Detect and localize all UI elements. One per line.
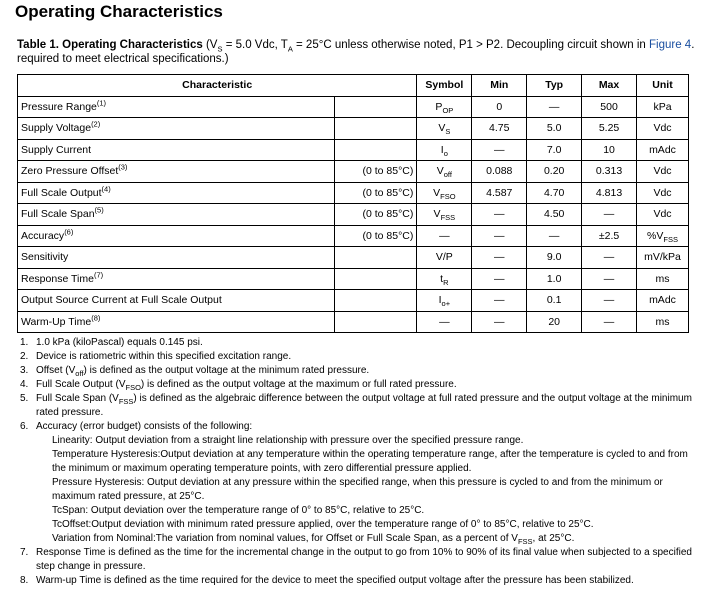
row-min: 0.088 bbox=[472, 161, 527, 183]
footnote-number: 4. bbox=[20, 379, 29, 390]
row-characteristic bbox=[18, 182, 335, 204]
caption-text: (V bbox=[202, 39, 218, 51]
row-typ: — bbox=[527, 225, 582, 247]
caption-text: = 5.0 Vdc, T bbox=[222, 39, 288, 51]
symbol-text: V bbox=[436, 165, 444, 178]
symbol-text: P bbox=[435, 100, 443, 113]
row-unit bbox=[636, 96, 688, 118]
footnote-sub: FSO bbox=[125, 383, 141, 392]
characteristic-name: Supply Current bbox=[21, 143, 92, 156]
row-characteristic bbox=[18, 139, 335, 161]
symbol-sub: OP bbox=[442, 105, 454, 115]
characteristic-name: Full Scale Output bbox=[21, 186, 102, 199]
row-condition bbox=[334, 96, 417, 118]
row-condition bbox=[334, 118, 417, 140]
row-typ: 4.70 bbox=[527, 182, 582, 204]
caption-text: = 25°C unless otherwise noted, P1 > P2. Decoupling circuit shown in bbox=[292, 39, 650, 51]
unit-text: mV/kPa bbox=[644, 251, 681, 264]
caption-text: . required to meet electrical specifications.) bbox=[17, 39, 695, 65]
row-symbol bbox=[417, 311, 472, 333]
row-characteristic bbox=[18, 204, 335, 226]
table-row bbox=[18, 311, 689, 333]
symbol-text: t bbox=[440, 272, 444, 285]
row-min: — bbox=[472, 311, 527, 333]
accuracy-pressure-hysteresis: Pressure Hysteresis: Output deviation at any pressure within the specified range, when this pressure is cycled to and from the minimum or maximum rated pressure, at 25°C. bbox=[52, 477, 663, 502]
row-characteristic bbox=[18, 161, 335, 183]
table-body bbox=[18, 96, 689, 333]
caption-sub: S bbox=[217, 44, 223, 54]
row-typ: 5.0 bbox=[527, 118, 582, 140]
unit-sub: FSS bbox=[663, 234, 678, 244]
footnote-number: 7. bbox=[20, 547, 29, 558]
symbol-sub: o+ bbox=[441, 299, 451, 309]
footnote-text: Accuracy (error budget) consists of the following: bbox=[36, 421, 253, 432]
row-unit bbox=[636, 247, 688, 269]
footnote-ref: (5) bbox=[94, 205, 104, 215]
row-condition bbox=[334, 290, 417, 312]
symbol-text: V/P bbox=[435, 251, 453, 264]
characteristic-name: Response Time bbox=[21, 272, 94, 285]
footnote-ref: (8) bbox=[91, 313, 101, 323]
row-typ: 9.0 bbox=[527, 247, 582, 269]
row-symbol bbox=[417, 96, 472, 118]
footnote-1 bbox=[20, 336, 695, 350]
header-symbol: Symbol bbox=[417, 75, 472, 97]
unit-text: Vdc bbox=[653, 122, 672, 135]
footnote-2 bbox=[20, 350, 695, 364]
symbol-sub: off bbox=[443, 170, 452, 180]
row-characteristic bbox=[18, 311, 335, 333]
footnote-ref: (6) bbox=[64, 227, 74, 237]
characteristic-name: Pressure Range bbox=[21, 100, 97, 113]
characteristic-name: Zero Pressure Offset bbox=[21, 165, 119, 178]
footnote-text: Full Scale Output (V bbox=[36, 379, 126, 390]
row-symbol bbox=[417, 247, 472, 269]
footnote-text: ) is defined as the output voltage at the minimum rated pressure. bbox=[83, 365, 370, 376]
footnote-number: 6. bbox=[20, 421, 29, 432]
footnote-8 bbox=[20, 574, 695, 588]
footnote-text: 1.0 kPa (kiloPascal) equals 0.145 psi. bbox=[36, 337, 203, 348]
row-unit bbox=[636, 139, 688, 161]
footnotes bbox=[20, 336, 695, 588]
symbol-text: I bbox=[440, 143, 444, 156]
row-characteristic bbox=[18, 96, 335, 118]
row-unit bbox=[636, 182, 688, 204]
header-min: Min bbox=[472, 75, 527, 97]
table-row bbox=[18, 161, 689, 183]
row-typ: 20 bbox=[527, 311, 582, 333]
row-typ: 7.0 bbox=[527, 139, 582, 161]
characteristic-name: Sensitivity bbox=[21, 251, 69, 264]
accuracy-tcspan: TcSpan: Output deviation over the temperature range of 0° to 85°C, relative to 25°C. bbox=[52, 505, 425, 516]
table-row bbox=[18, 204, 689, 226]
footnote-sub: FSS bbox=[517, 537, 533, 546]
row-max: — bbox=[582, 247, 637, 269]
footnote-text: ) is defined as the output voltage at the maximum or full rated pressure. bbox=[140, 379, 457, 390]
row-min: — bbox=[472, 247, 527, 269]
row-symbol bbox=[417, 118, 472, 140]
footnote-text: Response Time is defined as the time for the incremental change in the output to go from 10% to 90% of its final value when subjected to a specified step change in pressure. bbox=[36, 547, 692, 572]
characteristic-name: Warm-Up Time bbox=[21, 315, 92, 328]
footnote-4 bbox=[20, 378, 695, 392]
footnote-text: Full Scale Span (V bbox=[36, 393, 119, 404]
symbol-sub: R bbox=[443, 277, 449, 287]
table-row bbox=[18, 96, 689, 118]
row-max: ±2.5 bbox=[582, 225, 637, 247]
row-symbol bbox=[417, 225, 472, 247]
row-typ: 1.0 bbox=[527, 268, 582, 290]
row-unit bbox=[636, 311, 688, 333]
row-unit bbox=[636, 204, 688, 226]
row-condition bbox=[334, 247, 417, 269]
table-row bbox=[18, 118, 689, 140]
footnote-3 bbox=[20, 364, 695, 378]
symbol-sub: o bbox=[443, 148, 448, 158]
header-max: Max bbox=[582, 75, 637, 97]
footnote-6 bbox=[20, 420, 695, 546]
figure-4-link[interactable]: Figure 4 bbox=[649, 39, 692, 51]
row-unit bbox=[636, 268, 688, 290]
footnote-number: 1. bbox=[20, 337, 29, 348]
footnote-text: Variation from Nominal:The variation from nominal values, for Offset or Full Scale Span, as a percent of V bbox=[52, 533, 518, 544]
characteristic-name: Supply Voltage bbox=[21, 122, 92, 135]
row-max: 0.313 bbox=[582, 161, 637, 183]
row-condition bbox=[334, 311, 417, 333]
symbol-text: I bbox=[438, 294, 442, 307]
table-row bbox=[18, 182, 689, 204]
unit-text: mAdc bbox=[649, 143, 676, 156]
footnote-text: ) is defined as the algebraic difference between the output voltage at full rated pressure and the output voltage at the minimum rated pressure. bbox=[36, 393, 692, 418]
unit-text: %V bbox=[647, 229, 664, 242]
row-typ: 0.1 bbox=[527, 290, 582, 312]
row-typ: — bbox=[527, 96, 582, 118]
row-max: — bbox=[582, 204, 637, 226]
unit-text: Vdc bbox=[653, 208, 672, 221]
table-row bbox=[18, 139, 689, 161]
row-characteristic bbox=[18, 268, 335, 290]
unit-text: mAdc bbox=[649, 294, 676, 307]
symbol-text: V bbox=[438, 122, 446, 135]
footnote-ref: (7) bbox=[93, 270, 104, 280]
table-row bbox=[18, 268, 689, 290]
row-condition: (0 to 85°C) bbox=[334, 204, 417, 226]
header-unit: Unit bbox=[636, 75, 688, 97]
unit-text: kPa bbox=[653, 100, 672, 113]
unit-text: ms bbox=[655, 315, 670, 328]
unit-text: Vdc bbox=[653, 186, 672, 199]
symbol-sub: S bbox=[445, 127, 451, 137]
footnote-text: , at 25°C. bbox=[532, 533, 575, 544]
row-unit bbox=[636, 118, 688, 140]
row-unit bbox=[636, 161, 688, 183]
accuracy-variation-from-nominal bbox=[36, 532, 695, 546]
caption-title: Table 1. Operating Characteristics bbox=[17, 39, 203, 51]
row-unit bbox=[636, 290, 688, 312]
symbol-text: V bbox=[433, 186, 441, 199]
row-max: 5.25 bbox=[582, 118, 637, 140]
row-characteristic bbox=[18, 247, 335, 269]
row-symbol bbox=[417, 204, 472, 226]
footnote-text: Offset (V bbox=[36, 365, 76, 376]
footnote-text: Device is ratiometric within this specified excitation range. bbox=[36, 351, 292, 362]
header-typ: Typ bbox=[527, 75, 582, 97]
row-symbol bbox=[417, 268, 472, 290]
row-min: — bbox=[472, 139, 527, 161]
footnote-sub: FSS bbox=[118, 397, 134, 406]
operating-characteristics-table bbox=[17, 74, 689, 333]
footnote-ref: (2) bbox=[91, 119, 101, 129]
table-header-row bbox=[18, 75, 689, 97]
accuracy-linearity: Linearity: Output deviation from a straight line relationship with pressure over the specified pressure range. bbox=[52, 435, 524, 446]
characteristic-name: Accuracy bbox=[21, 229, 65, 242]
row-max: 4.813 bbox=[582, 182, 637, 204]
row-condition: (0 to 85°C) bbox=[334, 182, 417, 204]
row-condition bbox=[334, 268, 417, 290]
symbol-sub: FSS bbox=[440, 213, 456, 223]
symbol-text: V bbox=[433, 208, 441, 221]
footnote-ref: (1) bbox=[96, 98, 107, 108]
table-row bbox=[18, 290, 689, 312]
table-row bbox=[18, 247, 689, 269]
row-min: — bbox=[472, 268, 527, 290]
accuracy-temperature-hysteresis: Temperature Hysteresis:Output deviation at any temperature within the operating temperature range, after the temperature is cycled to and from the minimum or maximum operating temperature points, with zero differential pressure applied. bbox=[52, 449, 688, 474]
characteristic-name: Output Source Current at Full Scale Output bbox=[21, 294, 222, 307]
footnote-number: 8. bbox=[20, 575, 29, 586]
symbol-text: — bbox=[439, 315, 450, 328]
page-title: Operating Characteristics bbox=[15, 2, 223, 21]
accuracy-tcoffset: TcOffset:Output deviation with minimum rated pressure applied, over the temperature range of 0° to 85°C, relative to 25°C. bbox=[52, 519, 594, 530]
row-characteristic bbox=[18, 290, 335, 312]
row-min: 0 bbox=[472, 96, 527, 118]
row-max: — bbox=[582, 311, 637, 333]
row-min: 4.587 bbox=[472, 182, 527, 204]
row-condition bbox=[334, 139, 417, 161]
unit-text: ms bbox=[655, 272, 670, 285]
row-symbol bbox=[417, 290, 472, 312]
row-max: — bbox=[582, 290, 637, 312]
row-symbol bbox=[417, 182, 472, 204]
footnote-sub: off bbox=[75, 369, 84, 378]
header-characteristic: Characteristic bbox=[18, 75, 417, 97]
row-max: 500 bbox=[582, 96, 637, 118]
row-symbol bbox=[417, 139, 472, 161]
row-condition: (0 to 85°C) bbox=[334, 161, 417, 183]
symbol-text: — bbox=[439, 229, 450, 242]
row-min: 4.75 bbox=[472, 118, 527, 140]
row-min: — bbox=[472, 204, 527, 226]
table-caption bbox=[17, 38, 707, 66]
footnote-5 bbox=[20, 392, 695, 420]
footnote-7 bbox=[20, 546, 695, 574]
characteristic-name: Full Scale Span bbox=[21, 208, 95, 221]
row-min: — bbox=[472, 225, 527, 247]
footnote-ref: (4) bbox=[101, 184, 111, 194]
footnote-text: Warm-up Time is defined as the time required for the device to meet the specified output voltage after the pressure has been stabilized. bbox=[36, 575, 634, 586]
row-condition: (0 to 85°C) bbox=[334, 225, 417, 247]
row-max: — bbox=[582, 268, 637, 290]
caption-sub: A bbox=[287, 44, 293, 54]
table-row bbox=[18, 225, 689, 247]
row-unit bbox=[636, 225, 688, 247]
footnote-number: 2. bbox=[20, 351, 29, 362]
footnote-number: 3. bbox=[20, 365, 29, 376]
row-characteristic bbox=[18, 118, 335, 140]
row-min: — bbox=[472, 290, 527, 312]
row-typ: 4.50 bbox=[527, 204, 582, 226]
row-typ: 0.20 bbox=[527, 161, 582, 183]
unit-text: Vdc bbox=[653, 165, 672, 178]
symbol-sub: FSO bbox=[440, 191, 456, 201]
footnote-ref: (3) bbox=[118, 162, 128, 172]
row-max: 10 bbox=[582, 139, 637, 161]
row-characteristic bbox=[18, 225, 335, 247]
footnote-number: 5. bbox=[20, 393, 29, 404]
row-symbol bbox=[417, 161, 472, 183]
